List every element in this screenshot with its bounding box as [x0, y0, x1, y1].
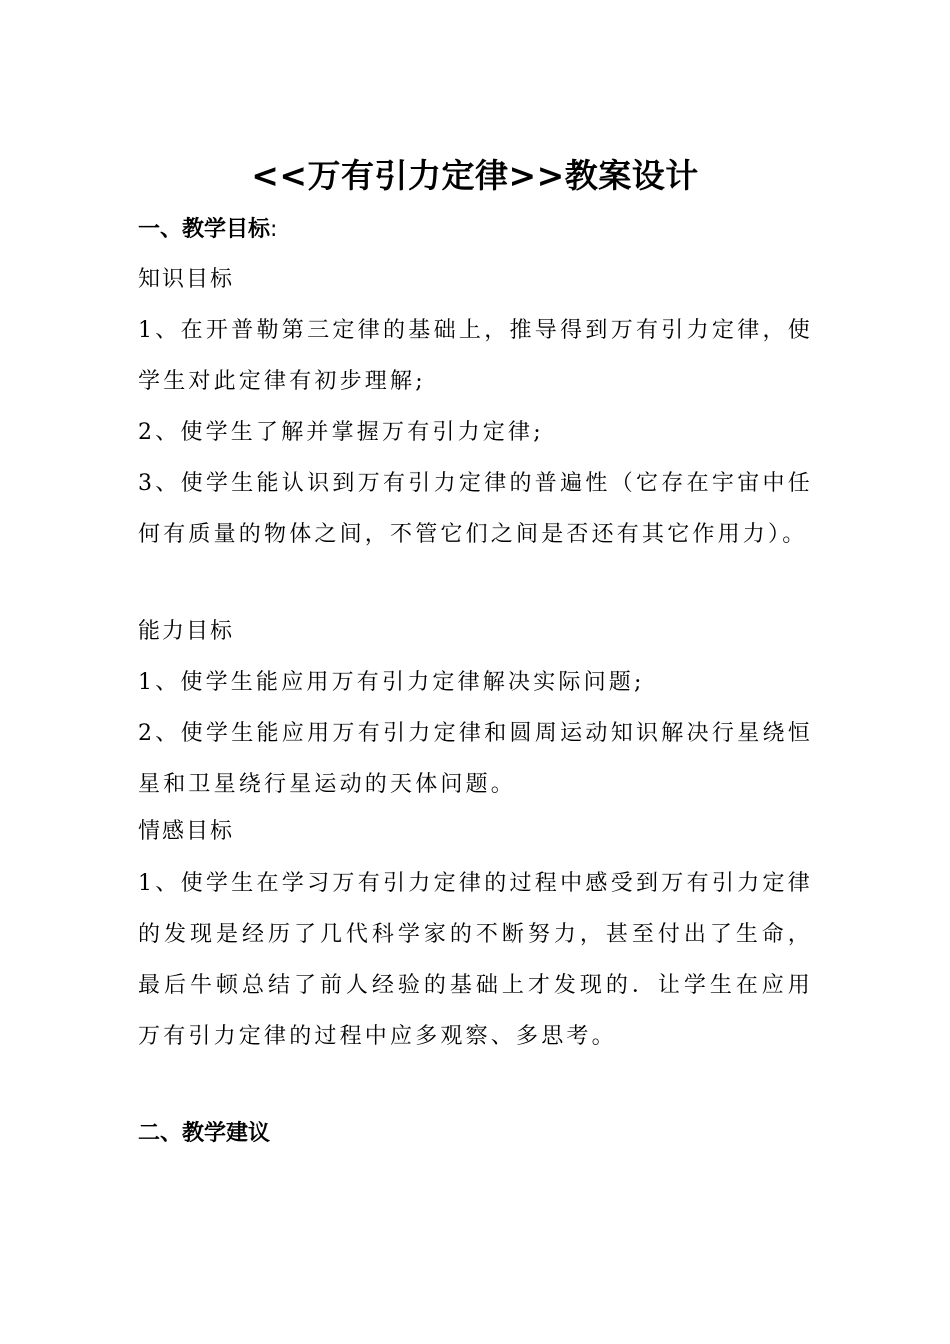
section-heading-teaching-goals [138, 213, 277, 247]
document-title: <<万有引力定律>>教案设计 [251, 156, 699, 195]
knowledge-item-2: 2、使学生了解并掌握万有引力定律; [138, 420, 544, 445]
section-heading-colon: : [270, 217, 278, 242]
subheading-ability-goals: 能力目标 [138, 619, 235, 644]
subheading-knowledge-goals: 知识目标 [138, 267, 235, 292]
emotion-item-1: 1、使学生在学习万有引力定律的过程中感受到万有引力定律的发现是经历了几代科学家的不断努力，甚至付出了生命，最后牛顿总结了前人经验的基础上才发现的．让学生在应用万有引力定律的过程中应多观察、多思考。 [138, 871, 813, 1049]
knowledge-item-3: 3、使学生能认识到万有引力定律的普遍性（它存在宇宙中任何有质量的物体之间，不管它们之间是否还有其它作用力）。 [138, 471, 813, 547]
ability-item-1: 1、使学生能应用万有引力定律解决实际问题; [138, 670, 645, 695]
section-heading-teaching-suggestions: 二、教学建议 [138, 1121, 271, 1146]
subheading-emotion-goals: 情感目标 [138, 819, 235, 844]
ability-item-2: 2、使学生能应用万有引力定律和圆周运动知识解决行星绕恒星和卫星绕行星运动的天体问题。 [138, 721, 813, 797]
section-heading-text: 一、教学目标 [138, 217, 271, 242]
knowledge-item-1: 1、在开普勒第三定律的基础上，推导得到万有引力定律，使学生对此定律有初步理解; [138, 318, 813, 394]
